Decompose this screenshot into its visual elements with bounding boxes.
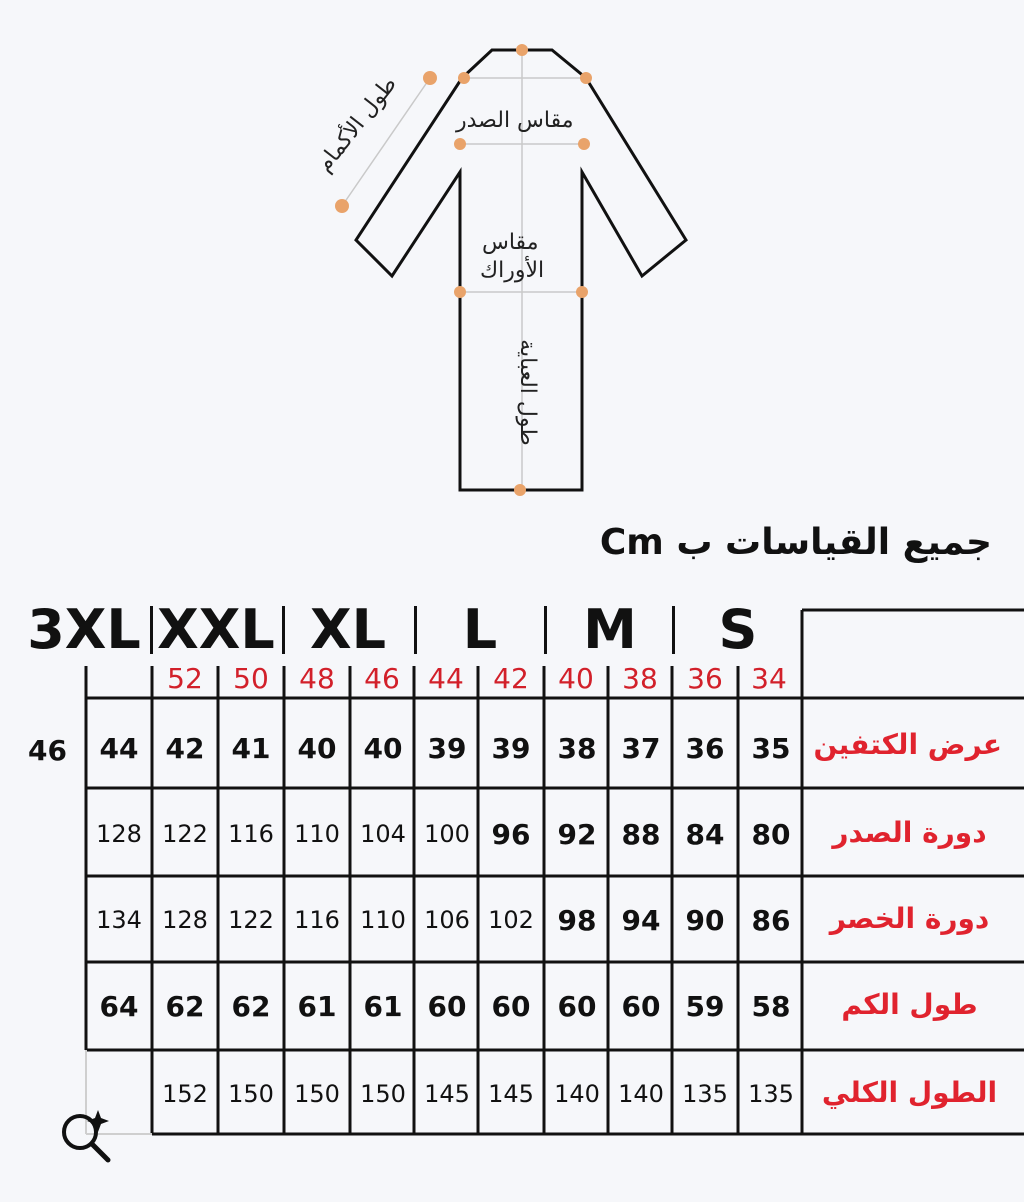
eu-size: 40 [558,662,594,695]
sleeve-length-label: طول الأكمام [312,71,402,178]
table-cell: 104 [360,820,406,848]
table-cell: 122 [162,820,208,848]
table-cell: 61 [297,990,337,1023]
garment-diagram [0,0,1024,520]
size-xl-heading: XL [309,598,387,661]
table-cell: 60 [621,990,661,1023]
row-label-waist: دورة الخصر [829,902,990,935]
table-cell: 41 [231,732,271,765]
table-cell: 60 [427,990,467,1023]
table-cell: 40 [297,732,337,765]
table-cell: 39 [491,732,531,765]
row-label-sleeve-length: طول الكم [841,988,978,1021]
table-cell: 128 [162,906,208,934]
hips-measure-label-line2: الأوراك [480,258,545,283]
zoom-sparkle-icon[interactable] [58,1108,114,1164]
table-cell: 116 [228,820,274,848]
table-cell: 150 [294,1080,340,1108]
table-cell: 150 [360,1080,406,1108]
abaya-length-label: طول العباية [514,339,540,446]
eu-size: 46 [364,662,400,695]
table-cell: 37 [621,732,661,765]
table-cell: 86 [751,904,791,937]
table-cell: 38 [557,732,597,765]
row-label-shoulder-width: عرض الكتفين [813,728,1002,761]
table-cell: 94 [621,904,661,937]
table-cell: 84 [685,818,725,851]
size-s-heading: S [718,598,758,661]
table-cell: 62 [165,990,205,1023]
table-cell: 106 [424,906,470,934]
table-cell: 36 [685,732,725,765]
table-cell: 100 [424,820,470,848]
measurements-title: جميع القياسات ب Cm [599,522,992,563]
table-cell: 116 [294,906,340,934]
table-cell: 60 [557,990,597,1023]
table-cell: 40 [363,732,403,765]
table-cell: 42 [165,732,205,765]
size-3xl-heading: 3XL [27,598,141,661]
table-cell: 122 [228,906,274,934]
table-cell: 35 [751,732,791,765]
table-cell: 61 [363,990,403,1023]
table-cell: 58 [751,990,791,1023]
table-cell: 92 [557,818,597,851]
table-cell: 145 [488,1080,534,1108]
table-cell: 88 [621,818,661,851]
table-cell: 60 [491,990,531,1023]
table-cell: 150 [228,1080,274,1108]
table-cell: 59 [685,990,725,1023]
eu-size: 48 [299,662,335,695]
eu-size: 34 [751,662,787,695]
table-cell: 135 [682,1080,728,1108]
eu-size: 36 [687,662,723,695]
table-cell: 96 [491,818,531,851]
table-cell: 145 [424,1080,470,1108]
table-cell: 102 [488,906,534,934]
table-cell: 134 [96,906,142,934]
table-cell: 110 [360,906,406,934]
table-cell: 135 [748,1080,794,1108]
hips-measure-label-line1: مقاس [482,230,539,255]
eu-size: 42 [493,662,529,695]
row-label-chest: دورة الصدر [832,816,987,849]
table-cell: 39 [427,732,467,765]
row-label-total-length: الطول الكلي [821,1076,998,1109]
table-cell: 44 [99,732,139,765]
size-xxl-heading: XXL [157,598,275,661]
size-l-heading: L [462,598,498,661]
table-cell: 80 [751,818,791,851]
table-cell: 140 [618,1080,664,1108]
eu-size: 52 [167,662,203,695]
size-m-heading: M [583,598,637,661]
table-cell: 64 [99,990,139,1023]
table-cell: 140 [554,1080,600,1108]
table-cell: 110 [294,820,340,848]
table-cell: 152 [162,1080,208,1108]
extra-shoulder-value: 46 [28,734,67,767]
table-cell: 62 [231,990,271,1023]
chest-measure-label: مقاس الصدر [456,108,574,133]
table-cell: 98 [557,904,597,937]
eu-size: 44 [428,662,464,695]
eu-size: 50 [233,662,269,695]
eu-size: 38 [622,662,658,695]
table-cell: 128 [96,820,142,848]
table-cell: 90 [685,904,725,937]
